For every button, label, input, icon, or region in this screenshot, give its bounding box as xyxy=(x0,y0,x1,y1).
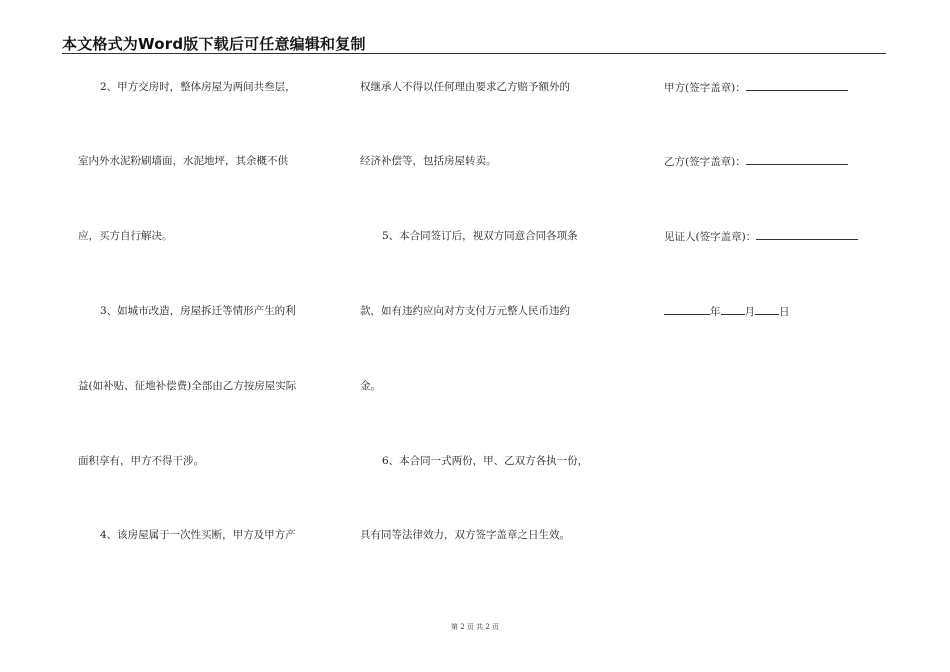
left-paragraph-line: 4、该房屋属于一次性买断，甲方及甲方产 xyxy=(100,529,296,541)
left-paragraph-line: 益(如补贴、征地补偿费)全部由乙方按房屋实际 xyxy=(78,380,297,392)
month-label: 月 xyxy=(744,306,755,318)
date-line xyxy=(664,304,790,319)
left-paragraph-line: 3、如城市改造，房屋拆迁等情形产生的利 xyxy=(100,305,296,317)
party-b-label: 乙方(签字盖章)： xyxy=(664,156,746,168)
signature-blank xyxy=(746,154,848,165)
year-label: 年 xyxy=(710,306,721,318)
witness-label: 见证人(签字盖章)： xyxy=(664,231,757,243)
middle-paragraph-line: 权继承人不得以任何理由要求乙方赔予额外的 xyxy=(360,81,570,93)
left-paragraph-line: 2、甲方交房时，整体房屋为两间共叁层， xyxy=(100,81,296,93)
witness-signature-line xyxy=(664,229,858,244)
day-blank xyxy=(755,304,779,315)
party-a-label: 甲方(签字盖章)： xyxy=(664,82,746,94)
month-blank xyxy=(721,304,745,315)
year-blank xyxy=(664,304,710,315)
page-number-footer: 第 2 页 共 2 页 xyxy=(450,623,500,631)
middle-paragraph-line: 5、本合同签订后，视双方同意合同各项条 xyxy=(382,230,578,242)
left-paragraph-line: 应，买方自行解决。 xyxy=(78,230,173,242)
middle-paragraph-line: 经济补偿等，包括房屋转卖。 xyxy=(360,155,497,167)
left-paragraph-line: 面积享有，甲方不得干涉。 xyxy=(78,455,204,467)
party-b-signature-line xyxy=(664,154,848,169)
day-label: 日 xyxy=(779,306,790,318)
party-a-signature-line xyxy=(664,80,848,95)
signature-blank xyxy=(746,80,848,91)
signature-blank xyxy=(756,229,858,240)
middle-paragraph-line: 6、本合同一式两份，甲、乙双方各执一份， xyxy=(382,455,589,467)
document-header-title: 本文格式为Word版下载后可任意编辑和复制 xyxy=(62,35,366,53)
header-divider xyxy=(62,53,886,54)
middle-paragraph-line: 具有同等法律效力，双方签字盖章之日生效。 xyxy=(360,529,570,541)
middle-paragraph-line: 金。 xyxy=(360,380,381,392)
middle-paragraph-line: 款，如有违约应向对方支付万元整人民币违约 xyxy=(360,305,570,317)
left-paragraph-line: 室内外水泥粉刷墙面，水泥地坪，其余概不供 xyxy=(78,155,288,167)
